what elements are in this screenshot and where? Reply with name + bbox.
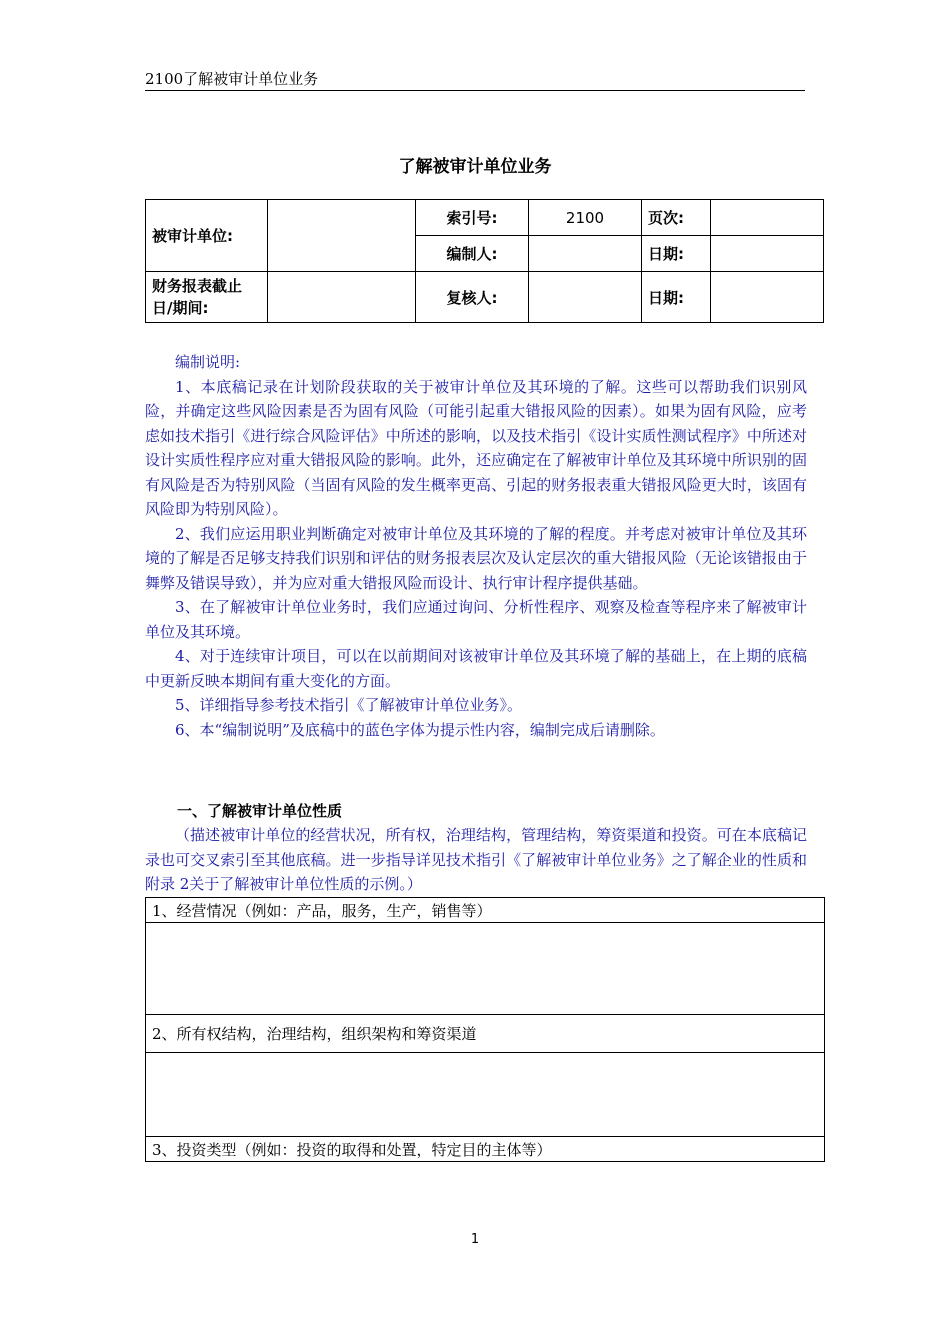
date-label: 日期: xyxy=(642,236,711,272)
index-value[interactable]: 2100 xyxy=(529,200,642,236)
period-field[interactable] xyxy=(268,272,416,323)
note-item: 1、本底稿记录在计划阶段获取的关于被审计单位及其环境的了解。这些可以帮助我们识别风险，并确定这些风险因素是否为固有风险（可能引起重大错报风险的因素）。如果为固有风险，应考虑如技术指引《进行综合风险评估》中所述的影响，以及技术指引《设计实质性测试程序》中所述对设计实质性程序应对重大错报风险的影响。此外，还应确定在了解被审计单位及其环境中所识别的固有风险是否为特别风险（当固有风险的发生概率更高、引起的财务报表重大错报风险更大时，该固有风险即为特别风险）。 xyxy=(145,377,807,518)
period-label: 财务报表截止日/期间: xyxy=(146,272,268,323)
info-table xyxy=(145,199,824,323)
operations-field[interactable] xyxy=(146,923,825,1015)
review-date-field[interactable] xyxy=(711,272,824,323)
date-field[interactable] xyxy=(711,236,824,272)
page-field[interactable] xyxy=(711,200,824,236)
auditee-field[interactable] xyxy=(268,200,416,272)
page-title: 了解被审计单位业务 xyxy=(398,157,552,177)
reviewer-field[interactable] xyxy=(529,272,642,323)
note-item: 5、详细指导参考技术指引《了解被审计单位业务》。 xyxy=(175,696,523,714)
auditee-label: 被审计单位: xyxy=(146,200,268,272)
row-label-investment: 3、投资类型（例如：投资的取得和处置，特定目的主体等） xyxy=(146,1137,825,1162)
preparer-label: 编制人: xyxy=(416,236,529,272)
index-label: 索引号: xyxy=(416,200,529,236)
entity-nature-table xyxy=(145,897,825,1162)
note-item: 6、本“编制说明”及底稿中的蓝色字体为提示性内容，编制完成后请删除。 xyxy=(175,720,665,739)
page-number: 1 xyxy=(470,1232,480,1247)
row-label-ownership: 2、所有权结构，治理结构，组织架构和筹资渠道 xyxy=(146,1015,825,1053)
page-label: 页次: xyxy=(642,200,711,236)
section-title: 一、了解被审计单位性质 xyxy=(177,802,343,820)
reviewer-label: 复核人: xyxy=(416,272,529,323)
note-item: 4、对于连续审计项目，可以在以前期间对该被审计单位及其环境了解的基础上，在上期的底稿中更新反映本期间有重大变化的方面。 xyxy=(145,647,807,690)
preparer-field[interactable] xyxy=(529,236,642,272)
review-date-label: 日期: xyxy=(642,272,711,323)
note-item: 3、在了解被审计单位业务时，我们应通过询问、分析性程序、观察及检查等程序来了解被审计单位及其环境。 xyxy=(145,598,807,641)
running-header: 2100了解被审计单位业务 xyxy=(145,70,805,91)
ownership-field[interactable] xyxy=(146,1053,825,1137)
note-item: 2、我们应运用职业判断确定对被审计单位及其环境的了解的程度。并考虑对被审计单位及其环境的了解是否足够支持我们识别和评估的财务报表层次及认定层次的重大错报风险（无论该错报由于舞弊及错误导致），并为应对重大错报风险而设计、执行审计程序提供基础。 xyxy=(145,524,807,592)
preparation-notes xyxy=(145,350,807,742)
row-label-operations: 1、经营情况（例如：产品，服务，生产，销售等） xyxy=(146,898,825,923)
notes-heading: 编制说明: xyxy=(175,353,241,371)
section-description: （描述被审计单位的经营状况，所有权，治理结构，管理结构，筹资渠道和投资。可在本底稿记录也可交叉索引至其他底稿。进一步指导详见技术指引《了解被审计单位业务》之了解企业的性质和附录 2关于了解被审计单位性质的示例。） xyxy=(145,826,807,893)
